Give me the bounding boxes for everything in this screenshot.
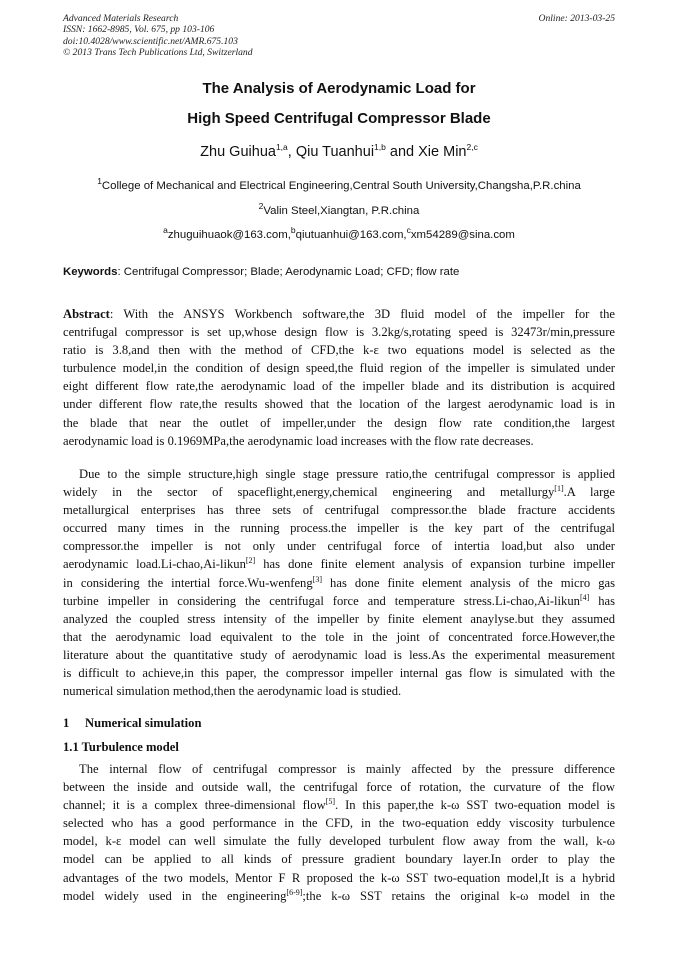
- journal-issn: ISSN: 1662-8985, Vol. 675, pp 103-106: [63, 24, 215, 36]
- author-emails: [0, 225, 678, 241]
- author-name: Xie Min: [418, 144, 467, 160]
- citation-ref[interactable]: [6-9]: [286, 887, 303, 897]
- affiliation-2: [0, 201, 678, 217]
- body-line: model, k-ε model can well simulate the fully developed turbulent flow away from the wall, k-ω: [63, 834, 615, 849]
- intro-line: [63, 483, 615, 501]
- intro-text: in considering the intertial force.Wu-wenfeng: [63, 575, 313, 590]
- intro-line: [63, 592, 615, 610]
- intro-line: numerical simulation method,then the aerodynamic load is studied.: [63, 684, 402, 699]
- subsection-number: 1.1: [63, 740, 79, 754]
- intro-line: literature about the quantitative study of aerodynamic load is less.As the experimental measurement: [63, 647, 615, 662]
- turbulence-model-text: [63, 760, 615, 905]
- body-line: advantages of the two models, Mentor F R proposed the k-ω SST two-equation model,It is a hybrid: [63, 870, 615, 885]
- affiliation-text: College of Mechanical and Electrical Engineering,Central South University,Changsha,P.R.china: [101, 180, 581, 192]
- author-affiliation-mark: 1,a: [275, 142, 288, 153]
- body-text: channel; it is a complex three-dimensional flow: [63, 798, 326, 813]
- citation-ref[interactable]: [2]: [245, 556, 256, 566]
- abstract-text: : With the ANSYS Workbench software,the 3D fluid model of the impeller for the: [109, 307, 615, 321]
- affiliation-text: Valin Steel,Xiangtan, P.R.china: [263, 205, 420, 217]
- paper-title-line-1: The Analysis of Aerodynamic Load for: [202, 80, 476, 97]
- abstract-line: ratio is 3.8,and then with the method of CFD,the k-ε two equations model is selected as the: [63, 343, 615, 358]
- body-line: between the inside and outside wall, the centrifugal force of rotation, the curvature of the flow: [63, 780, 615, 795]
- online-date: Online: 2013-03-25: [538, 13, 615, 24]
- abstract-line: centrifugal compressor is set up,whose design flow is 3.2kg/s,rotating speed is 32473r/min,pressure: [63, 325, 615, 340]
- keywords-text: : Centrifugal Compressor; Blade; Aerodynamic Load; CFD; flow rate: [117, 266, 460, 278]
- keywords: [63, 266, 615, 278]
- body-text: . In this paper,the k-ω SST two-equation model is: [335, 798, 615, 813]
- journal-name: Advanced Materials Research: [63, 13, 179, 24]
- intro-line: occurred many times in the running process.the impeller is the key part of the centrifugal: [63, 521, 615, 536]
- email-mark: c: [406, 225, 411, 236]
- citation-ref[interactable]: [4]: [579, 592, 590, 602]
- introduction: [63, 465, 615, 700]
- affiliation-mark: 1: [97, 176, 102, 187]
- subsection-title: Turbulence model: [81, 740, 179, 754]
- author-name: Zhu Guihua: [200, 144, 276, 160]
- body-text: ;the k-ω SST retains the original k-ω model in the: [302, 888, 615, 903]
- intro-line: is difficult to achieve,in this paper, the compressor impeller internal gas flow is simulated with the: [63, 666, 615, 681]
- keywords-label: Keywords: [63, 266, 118, 278]
- intro-line: [63, 555, 615, 573]
- citation-ref[interactable]: [5]: [325, 797, 336, 806]
- intro-line: Due to the simple structure,high single stage pressure ratio,the centrifugal compressor is applied: [79, 467, 615, 481]
- email-mark: a: [163, 225, 168, 236]
- journal-header: [63, 13, 423, 59]
- author-separator: ,: [287, 144, 296, 160]
- subsection-heading: [63, 740, 179, 755]
- author-name: Qiu Tuanhui: [295, 144, 375, 160]
- abstract-line: [63, 305, 615, 323]
- paper-title-line-2: High Speed Centrifugal Compressor Blade: [187, 110, 491, 127]
- body-line: [63, 796, 615, 814]
- email-link[interactable]: zhuguihuaok@163.com,: [167, 229, 291, 241]
- citation-ref[interactable]: [3]: [312, 574, 322, 584]
- intro-text: widely in the sector of spaceflight,energy,chemical engineering and metallurgy: [63, 485, 555, 500]
- journal-doi: doi:10.4028/www.scientific.net/AMR.675.103: [63, 35, 238, 47]
- author-affiliation-mark: 1,b: [374, 142, 386, 153]
- abstract-line: under different flow rate,the results showed that the location of the largest aerodynamic load is in: [63, 397, 615, 412]
- body-line: [63, 887, 615, 905]
- intro-line: compressor.the impeller is not only under centrifugal force of intertia load,but also under: [63, 539, 615, 554]
- intro-text: .A large: [563, 485, 615, 500]
- intro-text: aerodynamic load.Li-chao,Ai-likun: [63, 557, 246, 572]
- affiliation-mark: 2: [258, 201, 264, 212]
- intro-text: turbine impeller in considering the centrifugal force and temperature stress.Li-chao,Ai-likun: [63, 593, 580, 608]
- body-text: model widely used in the engineering: [63, 888, 287, 903]
- section-title: Numerical simulation: [85, 716, 202, 730]
- author-separator: and: [385, 144, 419, 160]
- intro-text: has: [589, 593, 615, 608]
- abstract-line: the blade that near the outlet of impeller,under the design flow rate condition,the largest: [63, 415, 615, 430]
- intro-text: has done finite element analysis of expansion turbine impeller: [255, 557, 615, 572]
- email-link[interactable]: qiutuanhui@163.com,: [295, 229, 407, 241]
- intro-line: analyzed the coupled stress intensity of the impeller by finite element anaylyse.but they assumed: [63, 611, 615, 626]
- section-number: 1: [63, 716, 70, 730]
- abstract-line: turbulence model,in the condition of design speed,the fluid region of the impeller is simulated under: [63, 361, 615, 376]
- body-line: The internal flow of centrifugal compressor is mainly affected by the pressure difference: [79, 762, 615, 776]
- body-line: model can be applied to all kinds of pressure gradient boundary layer.In order to play the: [63, 852, 615, 867]
- email-mark: b: [290, 225, 296, 236]
- abstract-line: eight different flow rate,the aerodynamic load of the impeller blade and its distribution is acquired: [63, 379, 615, 394]
- author-list: [0, 144, 678, 160]
- abstract-line: aerodynamic load is 0.1969MPa,the aerodynamic load increases with the flow rate decreases.: [63, 433, 534, 448]
- body-line: selected who has a good performance in the CFD, in the two-equation eddy viscosity turbulence: [63, 816, 615, 831]
- email-link[interactable]: xm54289@sina.com: [410, 229, 515, 241]
- citation-ref[interactable]: [1]: [554, 483, 564, 493]
- intro-line: metallurgical enterprises has three sets of centrifugal compressor.the blade fracture accidents: [63, 503, 615, 518]
- intro-text: has done finite element analysis of the micro gas: [321, 575, 615, 590]
- abstract-label: Abstract: [63, 307, 110, 321]
- author-affiliation-mark: 2,c: [466, 142, 478, 153]
- journal-copyright: © 2013 Trans Tech Publications Ltd, Switzerland: [63, 47, 253, 59]
- affiliation-1: [0, 176, 678, 192]
- intro-line: that the aerodynamic load equivalent to the tole in the joint of concentrated force.However,the: [63, 629, 615, 644]
- intro-line: [63, 574, 615, 592]
- section-heading: [63, 716, 202, 731]
- abstract: [63, 305, 615, 450]
